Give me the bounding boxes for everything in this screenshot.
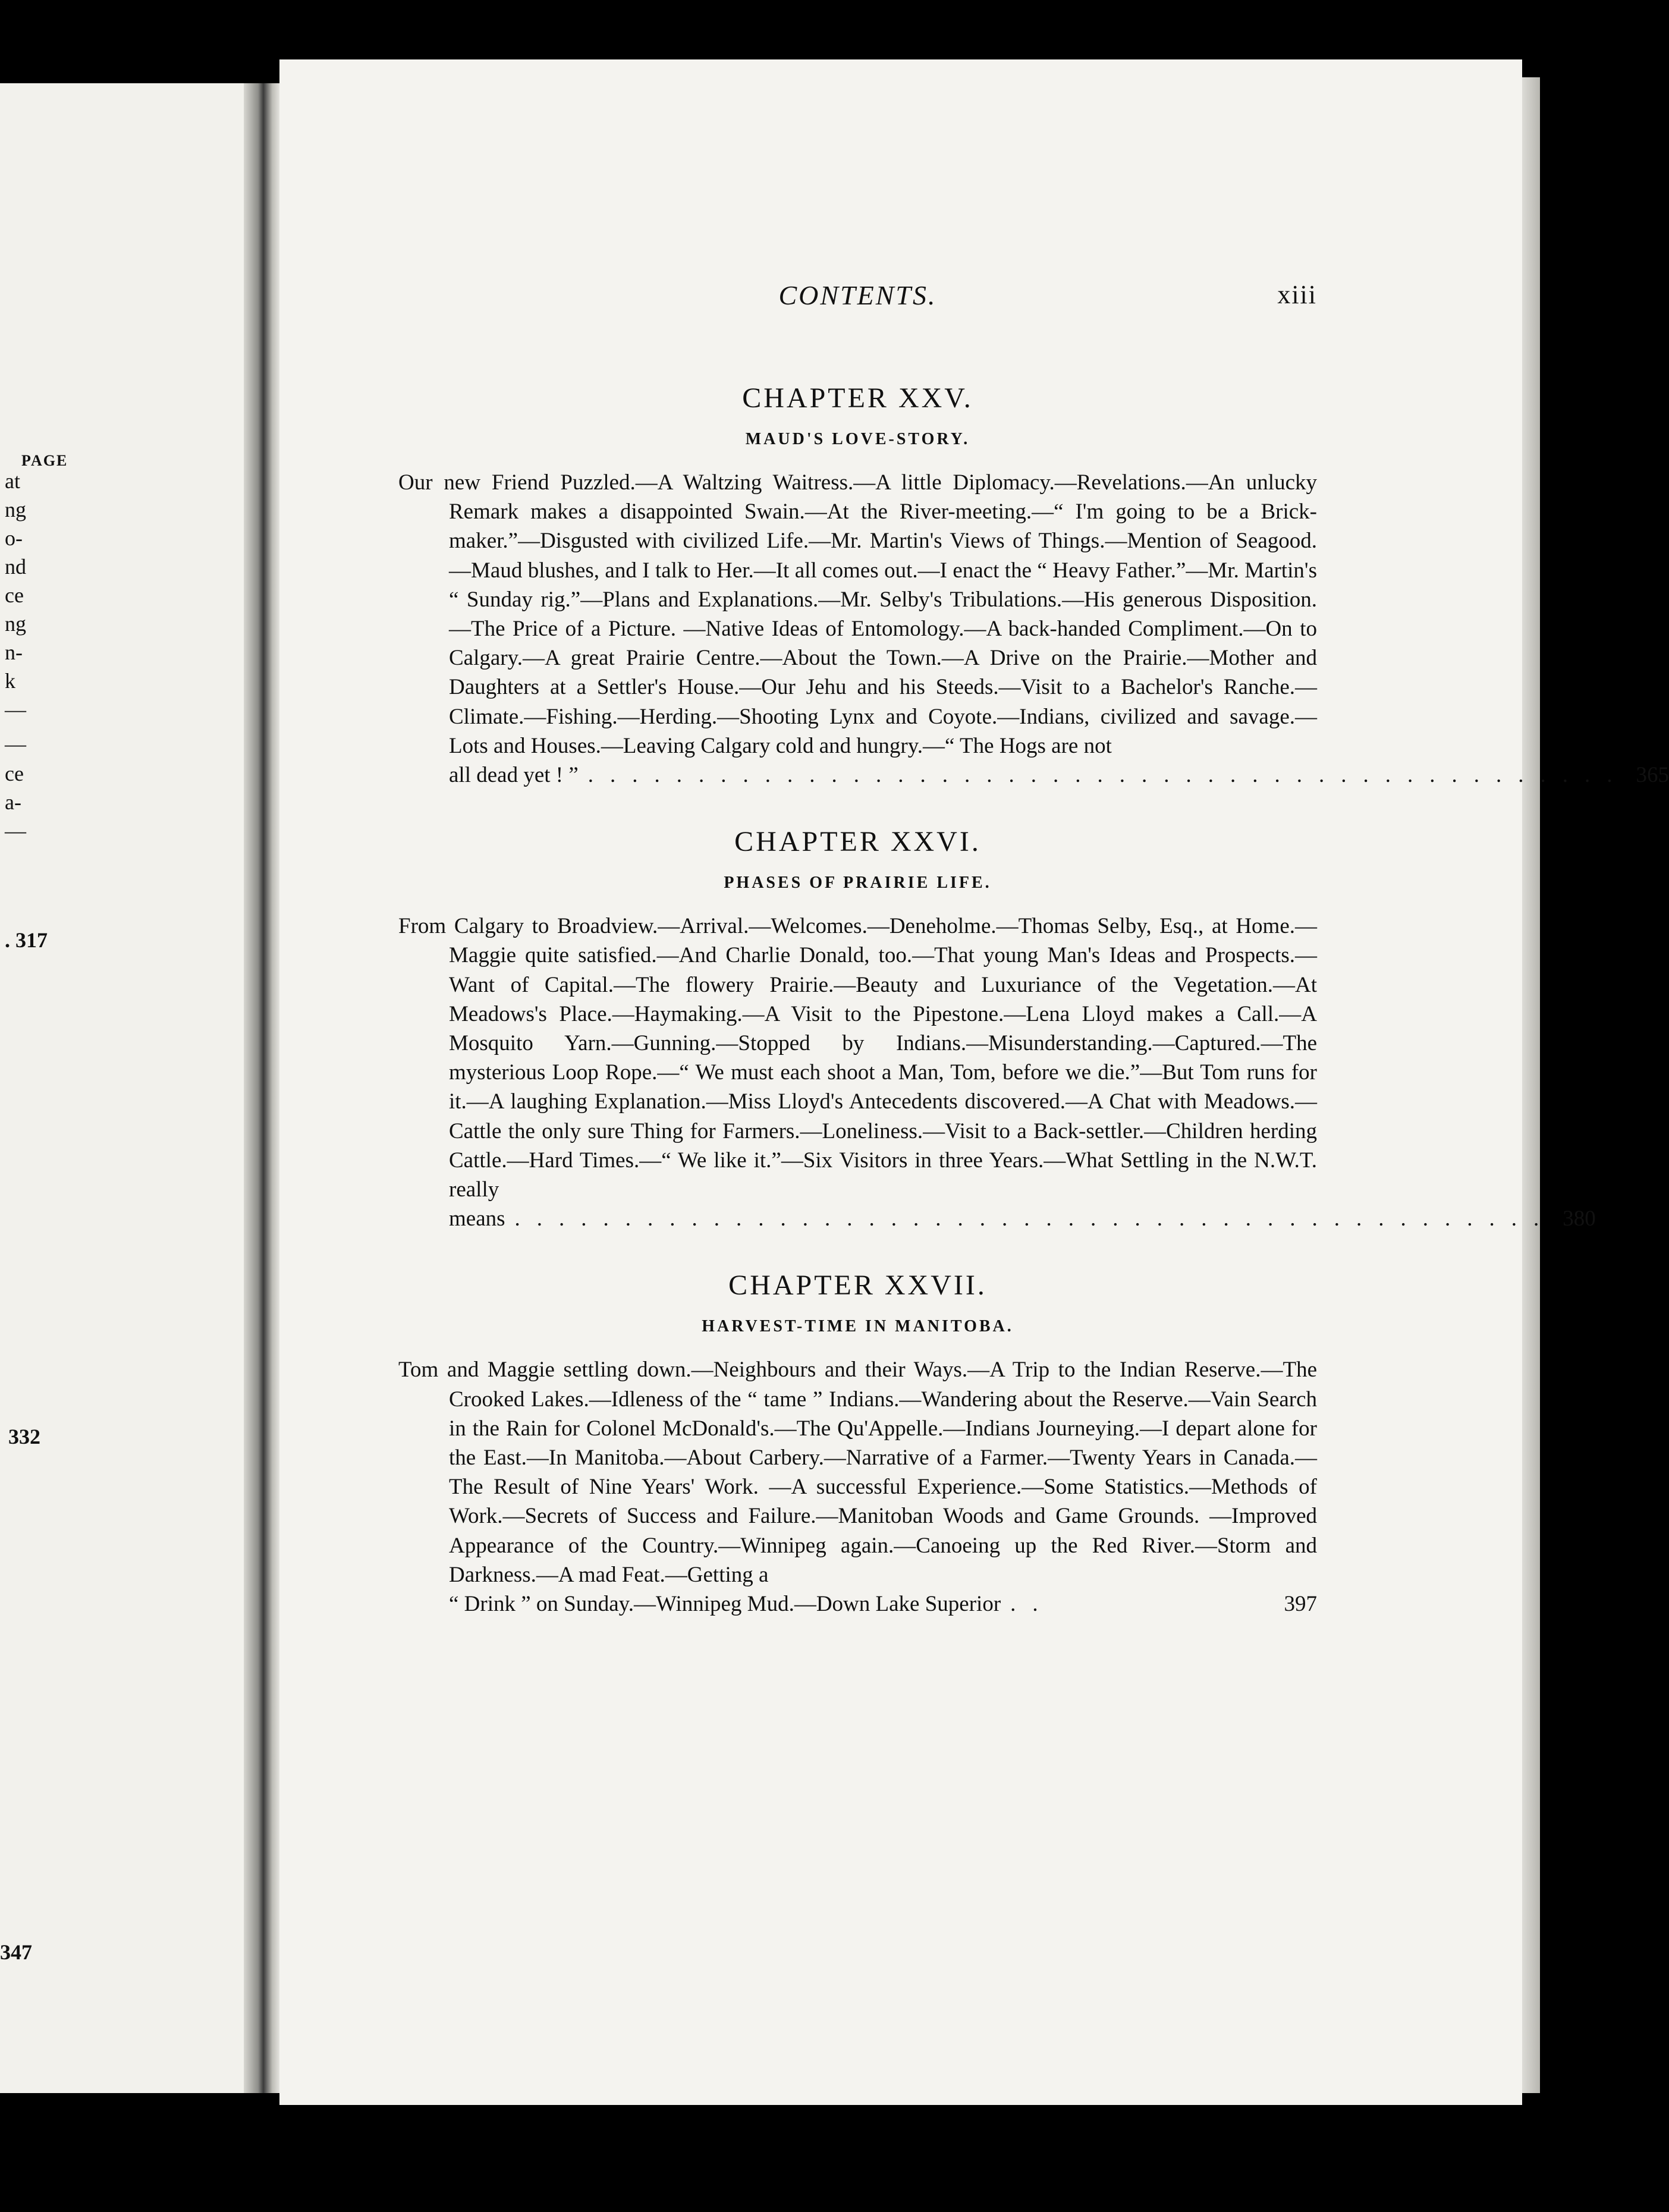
left-fragment: a- xyxy=(5,790,21,814)
chapter-page-ref: 397 xyxy=(1284,1592,1317,1617)
left-fragment: — xyxy=(5,819,26,843)
chapter-title: CHAPTER XXVI. xyxy=(734,826,981,858)
chapter-title: CHAPTER XXV. xyxy=(742,382,973,414)
running-head xyxy=(398,279,1317,321)
chapter-subtitle: MAUD'S LOVE-STORY. xyxy=(745,430,970,448)
summary-last-line xyxy=(398,1589,1317,1619)
left-page-ref: 347 xyxy=(0,1940,32,1964)
chapter-summary: Our new Friend Puzzled.—A Waltzing Waitress.—A little Diplomacy.—Revelations.—An unlucky Remark makes a disappointed Swain.—At the River-meeting.—“ I'm going to be a Brick-maker.”—Disgusted with civilized Life.—Mr. Martin's Views of Things.—Mention of Seagood.—Maud blushes, and I talk to Her.—It all comes out.—I enact the “ Heavy Father.”—Mr. Martin's “ Sunday rig.”—Plans and Explanations.—Mr. Selby's Tribulations.—His generous Disposition.—The Price of a Picture. —Native Ideas of Entomology.—A back-handed Compliment.—On to Calgary.—A great Prairie Centre.—About the Town.—A Drive on the Prairie.—Mother and Daughters at a Settler's House.—Our Jehu and his Steeds.—Visit to a Bachelor's Ranche.—Climate.—Fishing.—Herding.—Shooting Lynx and Coyote.—Indians, civilized and savage.—Lots and Houses.—Leaving Calgary cold and hungry.—“ The Hogs are not xyxy=(398,470,1317,758)
chapter-entry xyxy=(398,825,1596,1233)
left-fragment: nd xyxy=(5,555,26,579)
chapter-entry xyxy=(398,1269,1317,1619)
left-fragment: — xyxy=(5,697,26,721)
left-fragment: at xyxy=(5,469,20,493)
left-page-ref: 332 xyxy=(8,1425,40,1449)
chapter-page-ref: 380 xyxy=(1563,1206,1596,1231)
chapter-page-ref: 365 xyxy=(1636,763,1669,788)
left-fragment: k xyxy=(5,669,15,693)
page-number: xiii xyxy=(1277,280,1317,309)
left-fragment: — xyxy=(5,732,26,756)
left-fragment: ng xyxy=(5,612,26,636)
contents-page xyxy=(398,279,1669,1654)
left-fragment: ng xyxy=(5,498,26,521)
left-fragment: ce xyxy=(5,762,24,785)
left-page-ref: . 317 xyxy=(5,928,48,952)
summary-end-text: all dead yet ! ” xyxy=(449,763,579,788)
chapter-title: CHAPTER XXVII. xyxy=(728,1270,987,1302)
left-page-heading: PAGE xyxy=(21,452,68,469)
left-fragment: o- xyxy=(5,526,23,550)
left-page xyxy=(0,83,262,2093)
chapter-summary: Tom and Maggie settling down.—Neighbours and their Ways.—A Trip to the Indian Reserve.—The Crooked Lakes.—Idleness of the “ tame ” Indians.—Wandering about the Reserve.—Vain Search in the Rain for Colonel McDonald's.—The Qu'Appelle.—Indians Journeying.—I depart alone for the East.—In Manitoba.—About Carbery.—Narrative of a Farmer.—Twenty Years in Canada.—The Result of Nine Years' Work. —A successful Experience.—Some Statistics.—Methods of Work.—Secrets of Success and Failure.—Manitoban Woods and Game Grounds. —Improved Appearance of the Country.—Winnipeg again.—Canoeing up the Red River.—Storm and Darkness.—A mad Feat.—Getting a xyxy=(398,1358,1317,1587)
chapter-summary: From Calgary to Broadview.—Arrival.—Welcomes.—Deneholme.—Thomas Selby, Esq., at Home.—Maggie quite satisfied.—And Charlie Donald, too.—That young Man's Ideas and Prospects.—Want of Capital.—The flowery Prairie.—Beauty and Luxuriance of the Vegetation.—At Meadows's Place.—Haymaking.—A Visit to the Pipestone.—Lena Lloyd makes a Call.—A Mosquito Yarn.—Gunning.—Stopped by Indians.—Misunderstanding.—Captured.—The mysterious Loop Rope.—“ We must each shoot a Man, Tom, before we die.”—But Tom runs for it.—A laughing Explanation.—Miss Lloyd's Antecedents discovered.—A Chat with Meadows.—Cattle the only sure Thing for Farmers.—Loneliness.—Visit to a Back-settler.—Children herding Cattle.—Hard Times.—“ We like it.”—Six Visitors in three Years.—What Settling in the N.W.T. really xyxy=(398,914,1317,1202)
dot-leader: ............................................... xyxy=(514,1206,1556,1231)
summary-last-line xyxy=(398,1204,1596,1233)
chapter-subtitle: PHASES OF PRAIRIE LIFE. xyxy=(724,874,992,893)
dot-leader: ............................................... xyxy=(587,763,1629,788)
dot-leader: .. xyxy=(1010,1592,1055,1617)
book-spine xyxy=(244,83,279,2093)
running-title: CONTENTS. xyxy=(778,280,937,310)
summary-last-line xyxy=(398,761,1669,790)
summary-end-text: “ Drink ” on Sunday.—Winnipeg Mud.—Down Lake Superior xyxy=(449,1592,1001,1617)
summary-end-text: means xyxy=(449,1206,505,1231)
left-fragment: ce xyxy=(5,583,24,607)
page-edge xyxy=(1522,77,1540,2093)
chapter-entry xyxy=(398,382,1669,790)
chapter-subtitle: HARVEST-TIME IN MANITOBA. xyxy=(702,1317,1014,1336)
left-fragment: n- xyxy=(5,640,23,664)
